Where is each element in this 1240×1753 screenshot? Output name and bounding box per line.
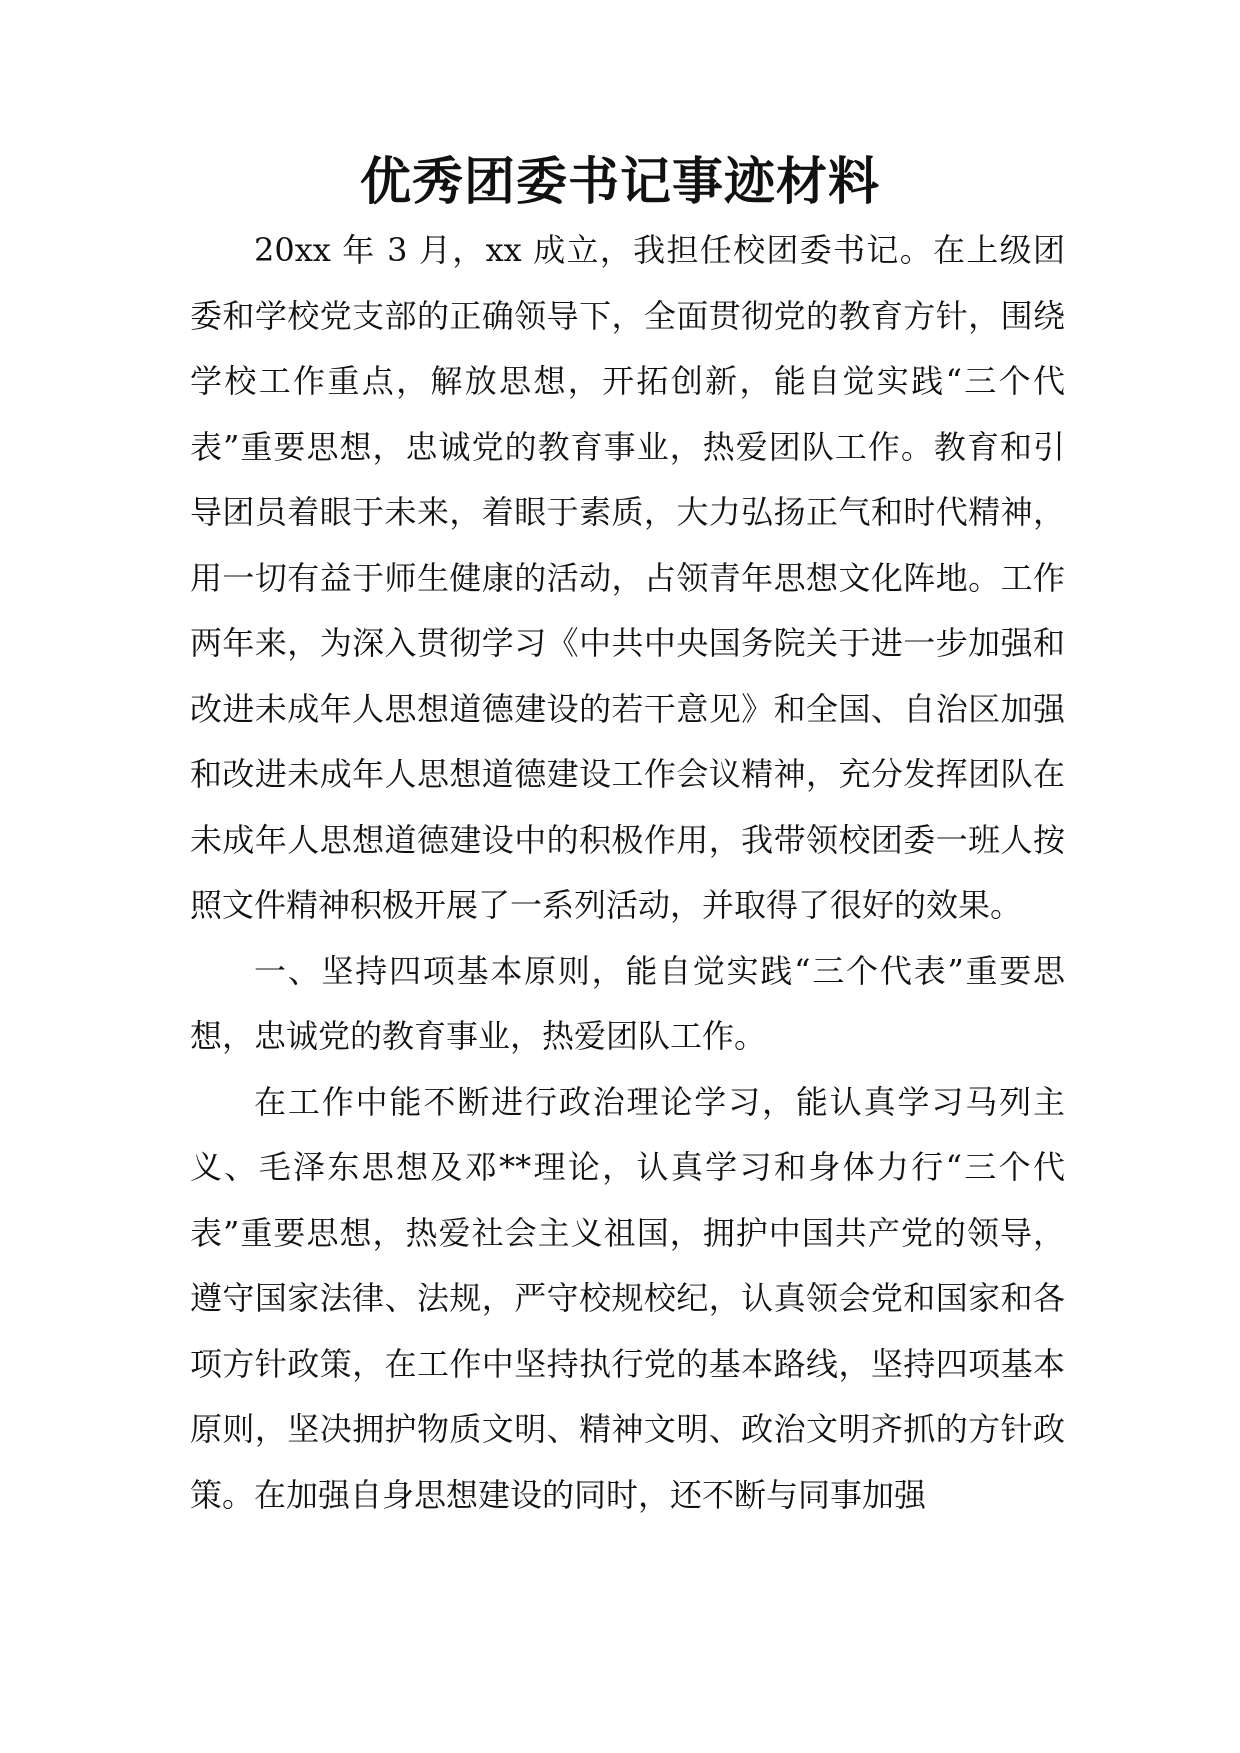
paragraph-section-body: 在工作中能不断进行政治理论学习，能认真学习马列主义、毛泽东思想及邓**理论，认真学习和身体力行“三个代表”重要思想，热爱社会主义祖国，拥护中国共产党的领导，遵守国家法律、法规，严守校规校纪，认真领会党和国家和各项方针政策，在工作中坚持执行党的基本路线，坚持四项基本原则，坚决拥护物质文明、精神文明、政治文明齐抓的方针政策。在加强自身思想建设的同时，还不断与同事加强: [190, 1082, 1065, 1514]
paragraph-intro: 20xx 年 3 月，xx 成立，我担任校团委书记。在上级团委和学校党支部的正确领导下，全面贯彻党的教育方针，围绕学校工作重点，解放思想，开拓创新，能自觉实践“三个代表”重要思想，忠诚党的教育事业，热爱团队工作。教育和引导团员着眼于未来，着眼于素质，大力弘扬正气和时代精神，用一切有益于师生健康的活动，占领青年思想文化阵地。工作两年来，为深入贯彻学习《中共中央国务院关于进一步加强和改进未成年人思想道德建设的若干意见》和全国、自治区加强和改进未成年人思想道德建设工作会议精神，充分发挥团队在未成年人思想道德建设中的积极作用，我带领校团委一班人按照文件精神积极开展了一系列活动，并取得了很好的效果。: [190, 231, 1065, 924]
paragraph-section-heading: 一、坚持四项基本原则，能自觉实践“三个代表”重要思想，忠诚党的教育事业，热爱团队工作。: [190, 951, 1065, 1055]
document-body: [190, 218, 1065, 1528]
document-title: 优秀团委书记事迹材料: [359, 152, 880, 212]
